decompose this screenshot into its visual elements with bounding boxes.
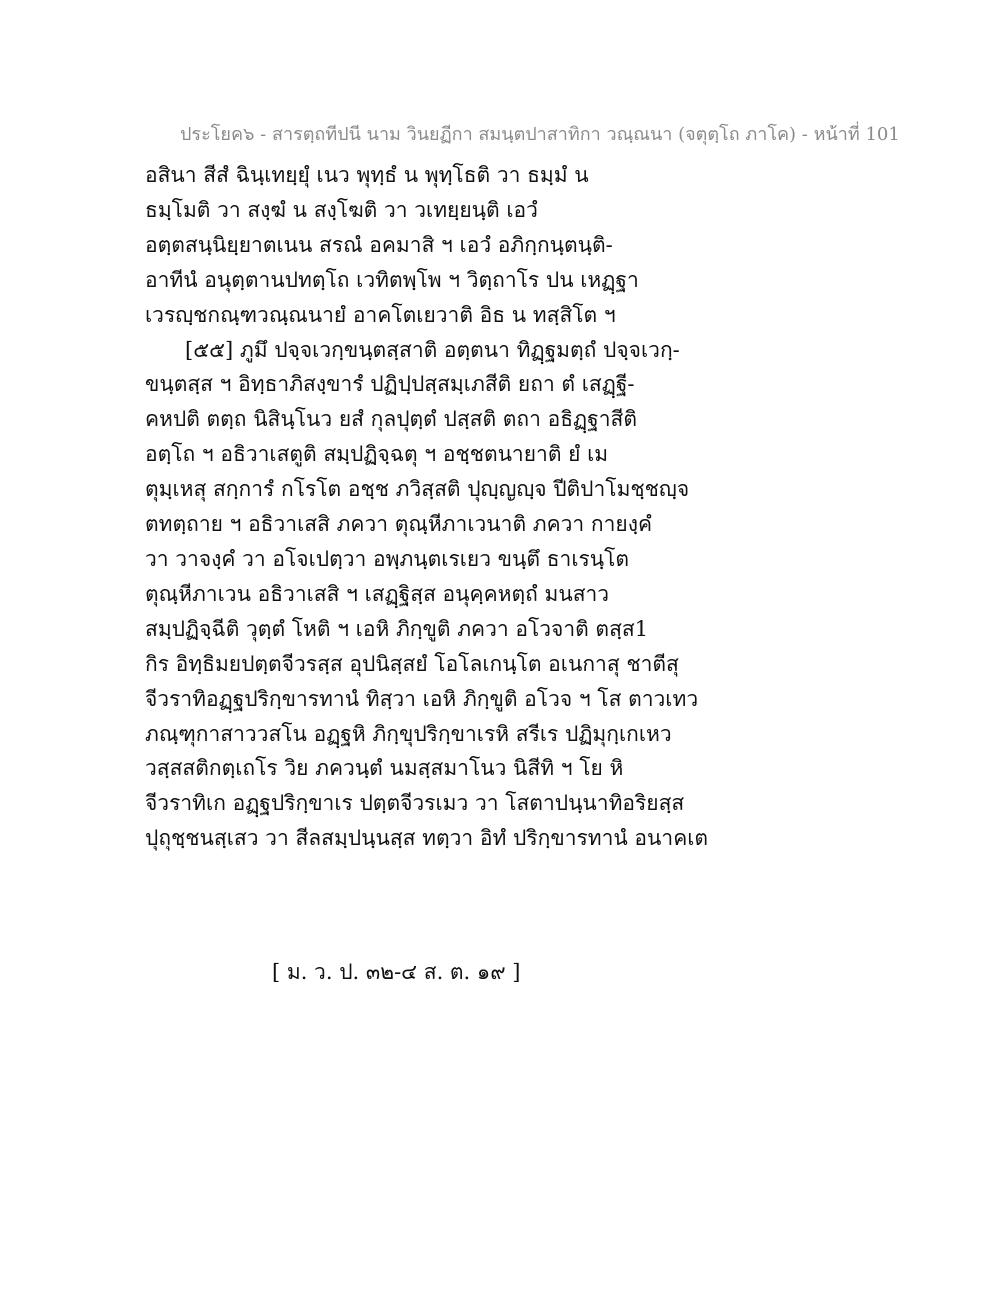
running-header: ประโยค๖ - สารตฺถทีปนี นาม วินยฏีกา สมนฺตปาสาทิกา วณฺณนา (จตุตฺโถ ภาโค) - หน้าที่ 101 [180, 124, 900, 145]
text-line: จีวราทิเก อฏฺฐปริกฺขาเร ปตฺตจีวรเมว วา โสตาปนฺนาทิอริยสฺส [145, 791, 685, 816]
text-line: คหปติ ตตฺถ นิสินฺโนว ยสํ กุลปุตฺตํ ปสฺสติ ตถา อธิฏฺฐาสีติ [145, 407, 637, 432]
paragraph-55-first-line: [๕๕] ภูมึ ปจฺจเวกฺขนฺตสฺสาติ อตฺตนา ทิฏฺฐมตฺถํ ปจฺจเวกฺ- [185, 337, 680, 362]
text-line: อตฺตสนฺนิยฺยาตเนน สรณํ อคมาสิ ฯ เอวํ อภิกฺกนฺตนฺติ- [145, 232, 613, 257]
text-line: อตฺโถ ฯ อธิวาเสตูติ สมฺปฏิจฺฉตุ ฯ อชฺชตนายาติ ยํ เม [145, 442, 609, 467]
text-line: จีวราทิอฏฺฐปริกฺขารทานํ ทิสฺวา เอหิ ภิกฺขูติ อโวจ ฯ โส ตาวเทว [145, 686, 699, 711]
text-line: อาทีนํ อนุตฺตานปทตฺโถ เวทิตพฺโพ ฯ วิตฺถาโร ปน เหฏฺฐา [145, 267, 639, 292]
text-line: ปุถุชฺชนสฺเสว วา สีลสมฺปนฺนสฺส ทตฺวา อิทํ ปริกฺขารทานํ อนาคเต [145, 826, 709, 851]
text-line: วา วาจงฺคํ วา อโจเปตฺวา อพฺภนฺตเรเยว ขนฺตึ ธาเรนฺโต [145, 546, 630, 571]
source-reference: [ ม. ว. ป. ๓๒-๔ ส. ต. ๑๙ ] [272, 960, 521, 984]
text-line: ขนฺตสฺส ฯ อิทฺธาภิสงฺขารํ ปฏิปฺปสฺสมฺเภสีติ ยถา ตํ เสฏฺฐี- [145, 372, 635, 397]
text-line: ตทตฺถาย ฯ อธิวาเสสิ ภควา ตุณฺหีภาเวนาติ ภควา กายงฺคํ [145, 512, 653, 537]
text-line: วสฺสสติกตฺเถโร วิย ภควนฺตํ นมสฺสมาโนว นิสีทิ ฯ โย หิ [145, 756, 624, 781]
text-line: ตุมฺเหสุ สกฺการํ กโรโต อชฺช ภวิสฺสติ ปุญฺญญฺจ ปีติปาโมชฺชญฺจ [145, 477, 690, 502]
text-line: ตุณฺหีภาเวน อธิวาเสสิ ฯ เสฏฺฐิสฺส อนุคฺคหตฺถํ มนสาว [145, 581, 610, 606]
text-line: กิร อิทฺธิมยปตฺตจีวรสฺส อุปนิสฺสยํ โอโลเกนฺโต อเนกาสุ ชาตีสุ [145, 651, 679, 676]
text-line: สมฺปฏิจฺฉีติ วุตฺตํ โหติ ฯ เอหิ ภิกฺขูติ ภควา อโวจาติ ตสฺส1 [145, 616, 649, 641]
text-line: อสินา สีสํ ฉินฺเทยฺยุํ เนว พุทฺธํ น พุทฺโธติ วา ธมฺมํ น [145, 163, 589, 187]
text-line: ธมฺโมติ วา สงฺฆํ น สงฺโฆติ วา วเทยฺยนฺติ เอวํ [145, 197, 538, 222]
body-text [145, 158, 709, 856]
text-line: เวรญฺชกณฺฑวณฺณนายํ อาคโตเยวาติ อิธ น ทสฺสิโต ฯ [145, 302, 616, 327]
text-line: ภณฺฑุกาสาววสโน อฏฺฐหิ ภิกฺขุปริกฺขาเรหิ สรีเร ปฏิมุกฺเกเหว [145, 721, 672, 746]
